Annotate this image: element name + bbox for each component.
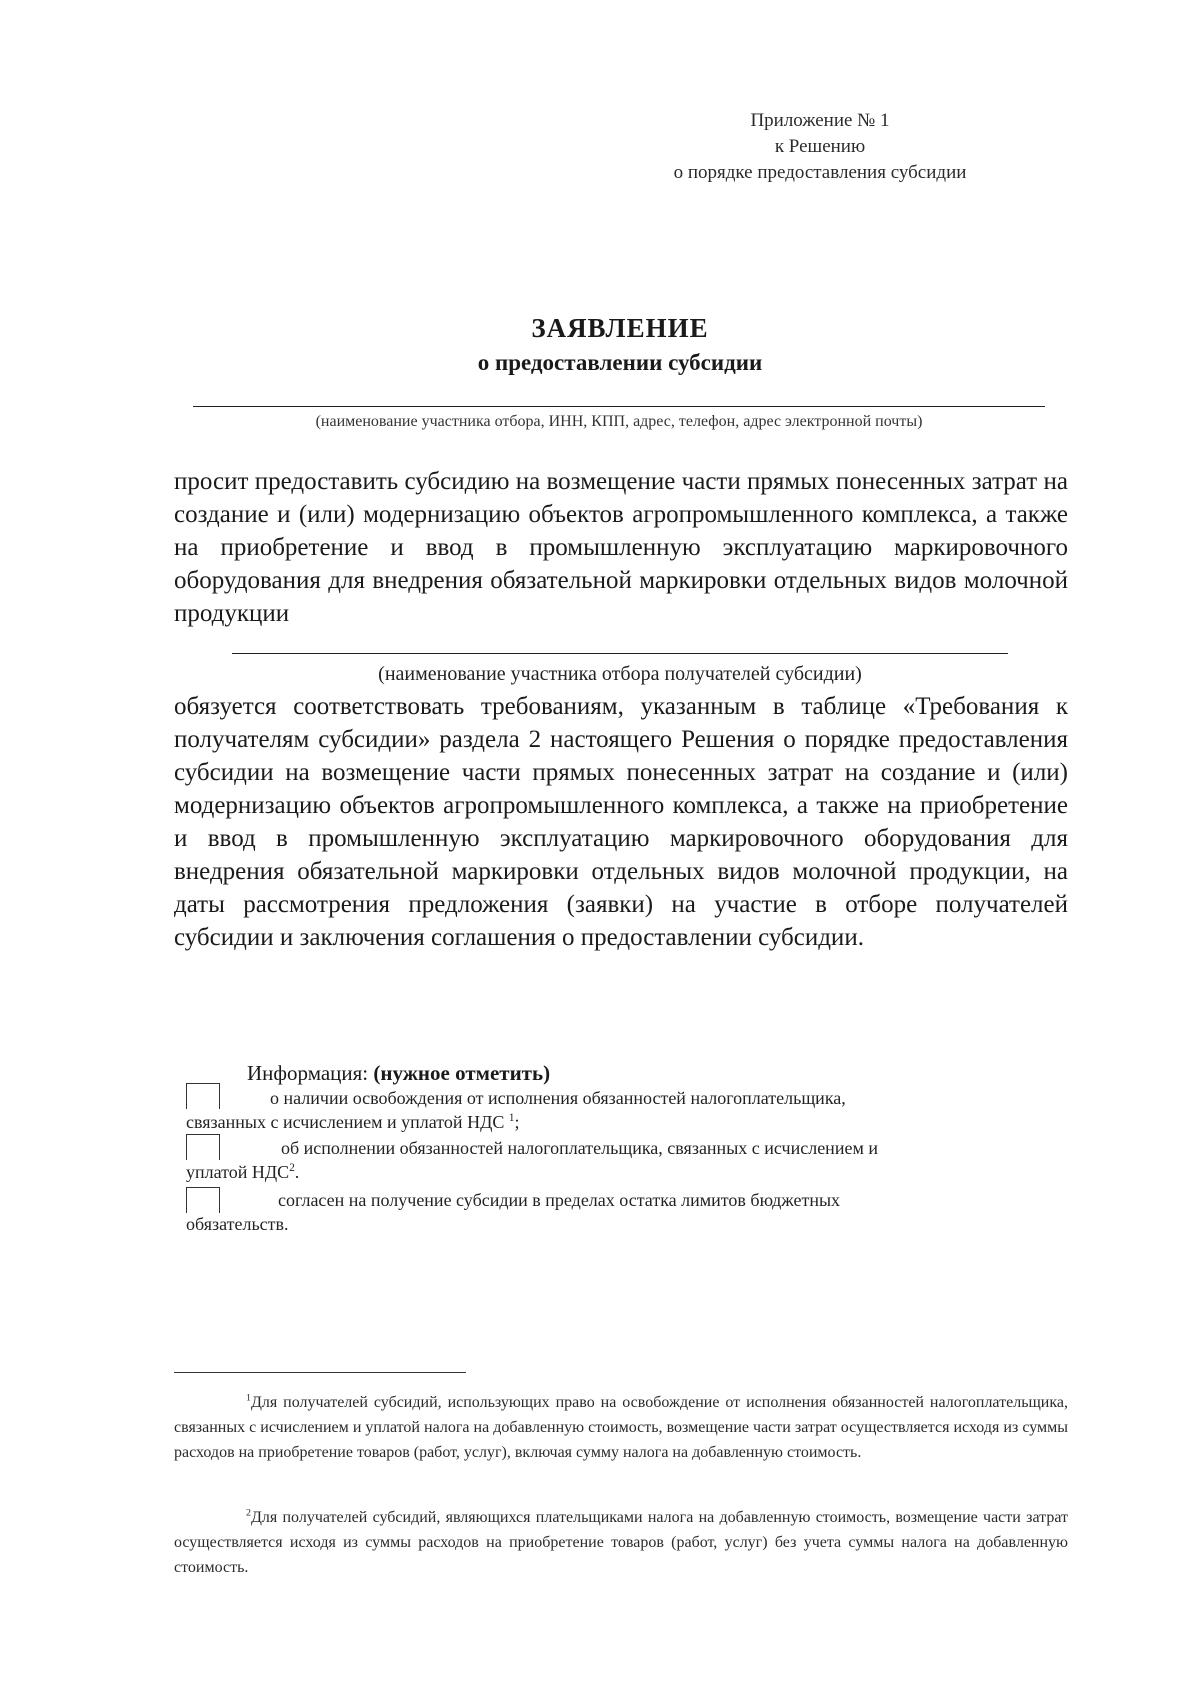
footnote-1 (174, 1390, 1068, 1465)
vat-exemption-option (186, 1086, 1016, 1134)
annex-header (640, 108, 1000, 186)
option-text-line2: связанных с исчислением и уплатой НДС $^1$; (186, 1112, 520, 1132)
footnote-ref-2: 2 (289, 1162, 295, 1174)
option-text-line1: о наличии освобождения от исполнения обязанностей налогоплательщика, (270, 1088, 846, 1108)
budget-limit-consent-option (186, 1188, 1016, 1236)
footnote-separator (174, 1372, 466, 1373)
info-heading-note: (нужное отметить) (373, 1061, 551, 1085)
request-paragraph: просит предоставить субсидию на возмещение части прямых понесенных затрат на создание и (или) модернизацию объектов агропромышленного комплекса, а также на приобретение и ввод в промышленную эксплуатацию маркировочного оборудования для внедрения обязательной маркировки отдельных видов молочной продукции (174, 468, 1068, 627)
option-text-line1: согласен на получение субсидии в пределах остатка лимитов бюджетных (278, 1190, 841, 1210)
footnote-1-text: Для получателей субсидий, использующих право на освобождение от исполнения обязанностей налогоплательщика, связанных с исчислением и уплатой налога на добавленную стоимость, возмещение части затрат осуществляется исходя из суммы расходов на приобретение товаров (работ, услуг), включая сумму налога на добавленную стоимость. (174, 1394, 1068, 1461)
annex-number: Приложение № 1 (750, 110, 890, 131)
option-text-line2: обязательств. (186, 1214, 289, 1234)
footnote-mark-2: 2 (246, 1507, 251, 1519)
document-subtitle: о предоставлении субсидии (477, 350, 763, 375)
info-heading (247, 1059, 550, 1087)
footnote-ref-1: 1 (508, 1112, 515, 1124)
vat-payer-option (186, 1136, 1016, 1184)
participant-name-caption: (наименование участника отбора получателей субсидии) (378, 663, 862, 685)
participant-name-line (232, 653, 1008, 654)
option-text-line2: уплатой НДС$^2$. (186, 1162, 300, 1182)
applicant-name-line (193, 406, 1045, 407)
option-text-line1: об исполнении обязанностей налогоплательщика, связанных с исчислением и (281, 1138, 878, 1158)
applicant-name-caption: (наименование участника отбора, ИНН, КПП, адрес, телефон, адрес электронной почты) (315, 413, 923, 430)
annex-reference: к Решению (774, 136, 866, 157)
footnote-2-text: Для получателей субсидий, являющихся плательщиками налога на добавленную стоимость, возмещение части затрат осуществляется исходя из суммы расходов на приобретение товаров (работ, услуг) без учета суммы налога на добавленную стоимость. (174, 1509, 1068, 1576)
obligation-paragraph: обязуется соответствовать требованиям, указанным в таблице «Требования к получателям субсидии» раздела 2 настоящего Решения о порядке предоставления субсидии на возмещение части прямых понесенных затрат на создание и (или) модернизацию объектов агропромышленного комплекса, а также на приобретение и ввод в промышленную эксплуатацию маркировочного оборудования для внедрения обязательной маркировки отдельных видов молочной продукции, на даты рассмотрения предложения (заявки) на участие в отборе получателей субсидии и заключения соглашения о предоставлении субсидии. (174, 693, 1068, 951)
info-heading-label: Информация: (247, 1061, 374, 1085)
footnote-mark-1: 1 (246, 1392, 251, 1404)
footnote-2 (174, 1505, 1068, 1580)
annex-subject: о порядке предоставления субсидии (673, 162, 967, 183)
document-title: ЗАЯВЛЕНИЕ (531, 313, 709, 343)
